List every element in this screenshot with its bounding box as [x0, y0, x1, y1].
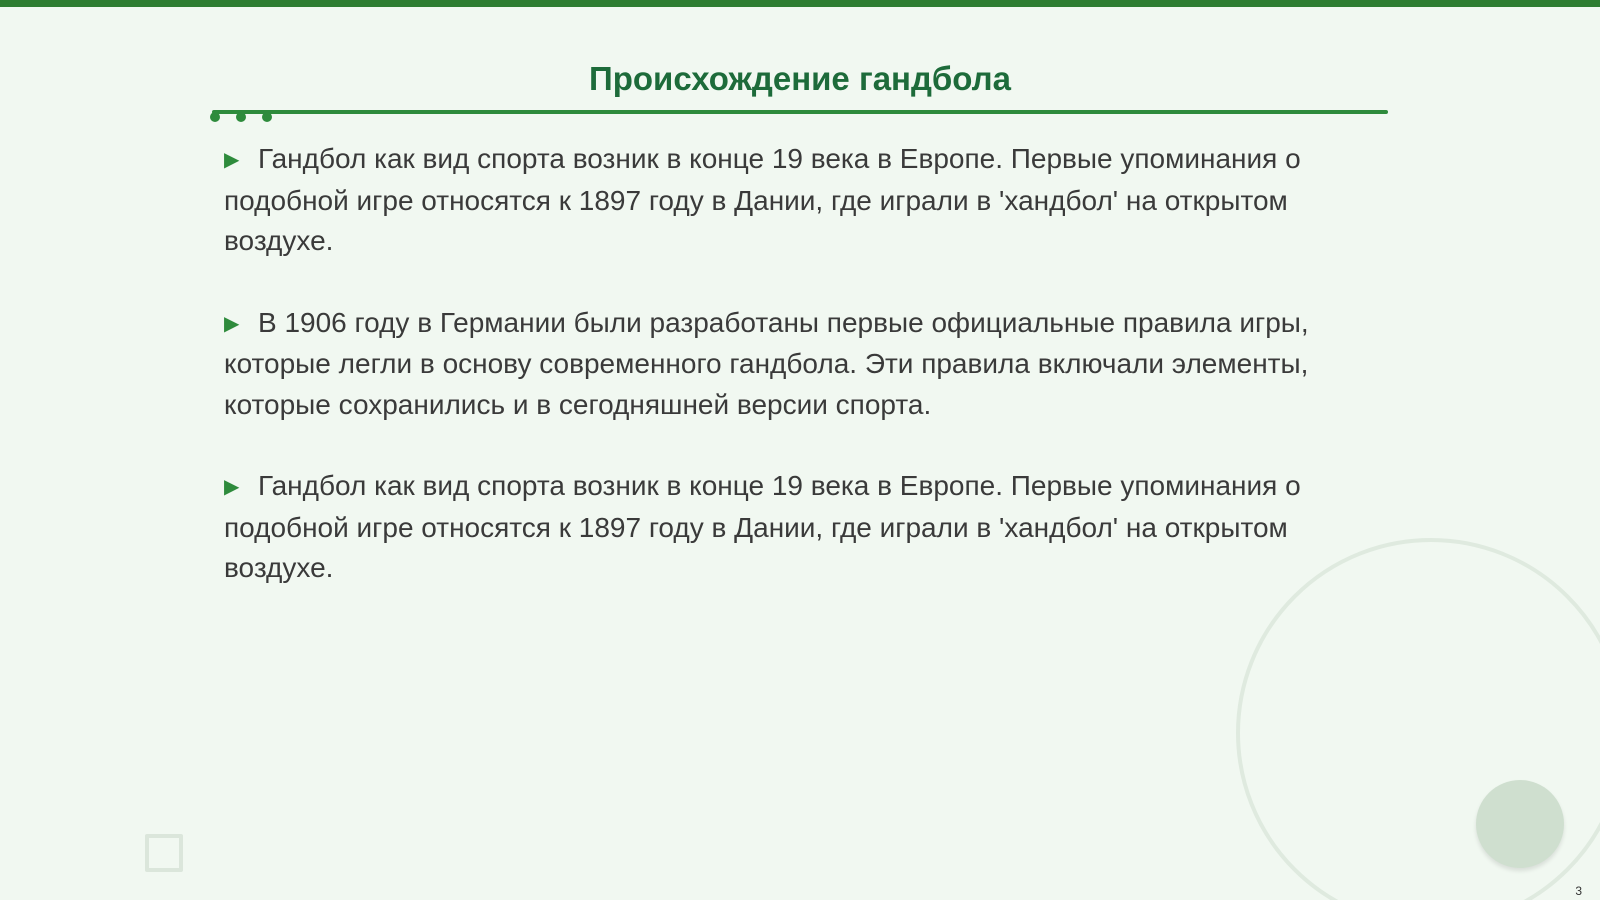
- triangle-bullet-icon: ▶: [224, 476, 240, 498]
- title-dot: [210, 112, 220, 122]
- page-number: 3: [1575, 884, 1582, 898]
- title-underline: [212, 110, 1388, 114]
- bullet-text: Гандбол как вид спорта возник в конце 19 века в Европе. Первые упоминания о подобной игре относятся к 1897 году в Дании, где играли в 'хандбол' на открытом воздухе.: [224, 143, 1301, 256]
- bullet-item: [224, 466, 1374, 589]
- decorative-square: [145, 834, 183, 872]
- bullet-item: [224, 303, 1374, 426]
- bullet-text: Гандбол как вид спорта возник в конце 19 века в Европе. Первые упоминания о подобной игре относятся к 1897 году в Дании, где играли в 'хандбол' на открытом воздухе.: [224, 470, 1301, 583]
- top-accent-bar: [0, 0, 1600, 7]
- bullet-list: [224, 139, 1374, 630]
- slide-title: Происхождение гандбола: [589, 60, 1011, 97]
- bullet-text: В 1906 году в Германии были разработаны первые официальные правила игры, которые легли в основу современного гандбола. Эти правила включали элементы, которые сохранились и в сегодняшней версии спорта.: [224, 306, 1309, 420]
- bullet-item: [224, 139, 1374, 262]
- title-dot: [262, 112, 272, 122]
- triangle-bullet-icon: ▶: [224, 149, 240, 171]
- decorative-ball: [1476, 780, 1564, 868]
- title-dot: [236, 112, 246, 122]
- triangle-bullet-icon: ▶: [224, 312, 240, 335]
